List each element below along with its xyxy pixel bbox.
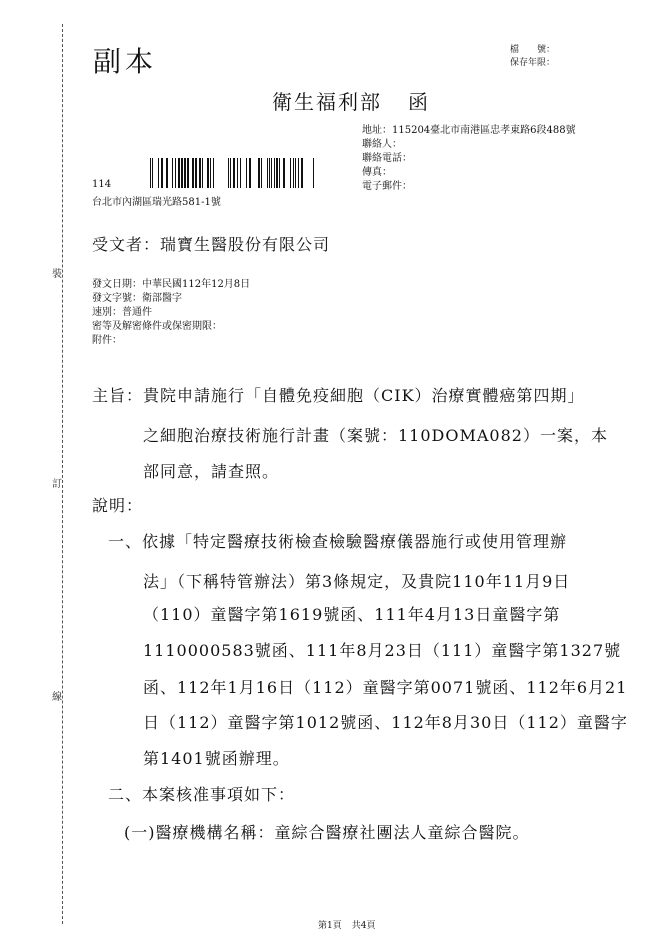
recipient: 受文者：瑞寶生醫股份有限公司 — [92, 235, 331, 254]
item-1-line-4: 1110000583號函、111年8月23日（111）童醫字第1327號 — [143, 641, 622, 660]
binding-mark-zhuang: 裝 — [52, 269, 62, 280]
item-1-line-6: 日（112）童醫字第1012號函、112年8月30日（112）童醫字 — [143, 713, 628, 732]
recipient-postal-code: 114 — [92, 179, 112, 190]
postal-barcode — [150, 158, 322, 188]
binding-mark-ding: 訂 — [52, 479, 62, 490]
issue-date: 發文日期：中華民國112年12月8日 — [92, 279, 251, 290]
subject-line-2: 之細胞治療技術施行計畫（案號：110DOMA082）一案，本 — [143, 426, 608, 445]
subject-line-1: 主旨：貴院申請施行「自體免疫細胞（CIK）治療實體癌第四期」 — [92, 386, 585, 405]
binding-line — [62, 24, 63, 924]
delivery-speed: 速別：普通件 — [92, 307, 152, 318]
explanation-label: 說明： — [92, 496, 144, 515]
item-1-line-1: 一、依據「特定醫療技術檢查檢驗醫療儀器施行或使用管理辦 — [108, 532, 568, 551]
subject-line-3: 部同意，請查照。 — [143, 462, 280, 481]
agency-name: 衛生福利部 — [272, 90, 382, 114]
contact-phone: 聯絡電話： — [362, 153, 412, 164]
contact-person: 聯絡人： — [362, 139, 402, 150]
item-2-subitem-1: (一)醫療機構名稱：童綜合醫療社團法人童綜合醫院。 — [124, 823, 530, 842]
item-2-heading: 二、本案核准事項如下： — [108, 785, 296, 804]
retention-period-label: 保存年限： — [510, 58, 556, 68]
item-1-line-2: 法」（下稱特管辦法）第3條規定，及貴院110年11月9日 — [143, 572, 571, 591]
document-type: 函 — [408, 90, 430, 114]
contact-email: 電子郵件： — [362, 181, 412, 192]
page-footer — [318, 918, 385, 931]
contact-address: 地址：115204臺北市南港區忠孝東路6段488號 — [362, 125, 576, 136]
item-1-line-3: （110）童醫字第1619號函、111年4月13日童醫字第 — [143, 605, 561, 624]
security-level: 密等及解密條件或保密期限： — [92, 321, 222, 332]
item-1-line-5: 函、112年1月16日（112）童醫字第0071號函、112年6月21 — [143, 678, 628, 697]
attachment: 附件： — [92, 335, 122, 346]
document-number: 發文字號：衛部醫字 — [92, 293, 182, 304]
recipient-address: 台北市內湖區瑞光路581-1號 — [92, 197, 221, 208]
contact-fax: 傳真： — [362, 167, 392, 178]
page-number: 第1頁 — [318, 921, 342, 931]
file-number-label: 檔 號： — [510, 45, 556, 55]
binding-mark-xian: 線 — [52, 692, 62, 703]
agency-header — [272, 86, 430, 115]
item-1-line-7: 第1401號函辦理。 — [143, 749, 290, 768]
copy-mark: 副本 — [93, 45, 158, 78]
page-total: 共4頁 — [351, 921, 376, 931]
